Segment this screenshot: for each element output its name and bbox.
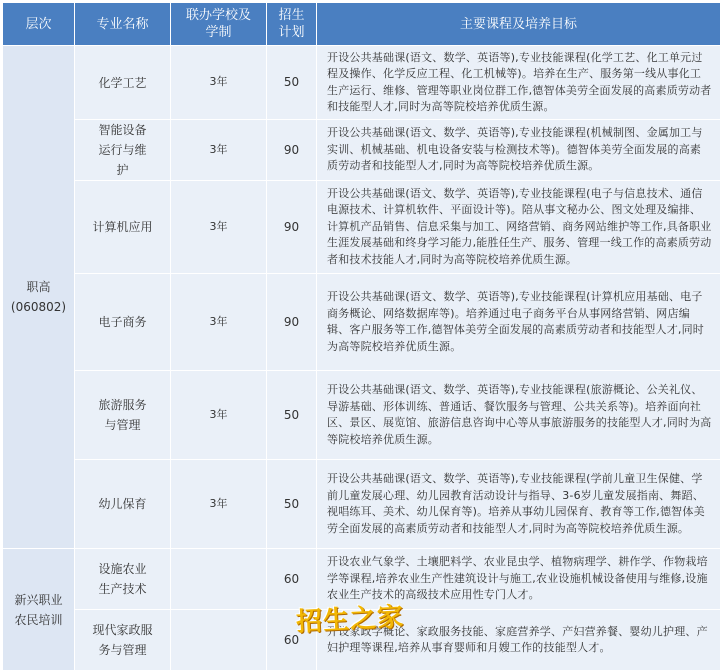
level-name: 新兴职业农民培训 [14,592,63,627]
header-major: 专业名称 [75,3,171,46]
duration [171,610,267,671]
header-level: 层次 [3,3,75,46]
level-code: (060802) [10,300,67,314]
page [0,2,722,655]
duration [171,549,267,610]
quota: 50 [267,46,317,120]
duration: 3年 [171,181,267,274]
major-name: 设施农业生产技术 [75,549,171,610]
duration: 3年 [171,46,267,120]
description: 开设公共基础课(语文、数学、英语等),专业技能课程(学前儿童卫生保健、学前儿童发展心理、幼儿园教育活动设计与指导、3-6岁儿童发展指南、舞蹈、视唱练耳、美术、幼儿保育等)。培养从事幼儿园保育、教育等工作,德智体美劳全面发展的高素质劳动者和技能型人才,同时为高等院校培养优质生源。 [317,460,721,549]
table-row [3,181,721,274]
level-cell [3,549,75,671]
major-name: 幼儿保育 [75,460,171,549]
description: 开设公共基础课(语文、数学、英语等),专业技能课程(化学工艺、化工单元过程及操作、化学反应工程、化工机械等)。培养在生产、服务第一线从事化工生产运行、维修、管理等职业岗位群工作,德智体美劳全面发展的高素质劳动者和技能型人才,同时为高等院校培养优质生源。 [317,46,721,120]
watermark-logo: 招生之家 [295,602,405,638]
description: 开设公共基础课(语文、数学、英语等),专业技能课程(旅游概论、公关礼仪、导游基础、形体训练、普通话、餐饮服务与管理、公共关系等)。培养面向社区、景区、展览馆、旅游信息咨询中心等从事旅游服务的技能型人才,同时为高等院校培养优质生源。 [317,371,721,460]
header-quota: 招生计划 [267,3,317,46]
description: 开设公共基础课(语文、数学、英语等),专业技能课程(计算机应用基础、电子商务概论、网络数据库等)。培养通过电子商务平台从事网络营销、网店编辑、客户服务等工作,德智体美劳全面发展的高素质劳动者和技能型人才,同时为高等院校培养优质生源。 [317,274,721,371]
header-partner: 联办学校及学制 [171,3,267,46]
table-header-row [3,3,721,46]
major-name: 化学工艺 [75,46,171,120]
duration: 3年 [171,460,267,549]
level-name: 职高 [26,280,51,294]
quota: 90 [267,181,317,274]
table-row [3,120,721,181]
table-row [3,46,721,120]
header-goals: 主要课程及培养目标 [317,3,721,46]
table-row [3,371,721,460]
quota: 50 [267,460,317,549]
table-row [3,274,721,371]
description: 开设家政学概论、家政服务技能、家庭营养学、产妇营养餐、婴幼儿护理、产妇护理等课程,培养从事育婴师和月嫂工作的技能型人才。 [317,610,721,671]
quota: 90 [267,120,317,181]
duration: 3年 [171,371,267,460]
duration: 3年 [171,274,267,371]
major-name: 智能设备运行与维护 [75,120,171,181]
major-name: 现代家政服务与管理 [75,610,171,671]
description: 开设公共基础课(语文、数学、英语等),专业技能课程(机械制图、金属加工与实训、机械基础、机电设备安装与检测技术等)。德智体美劳全面发展的高素质劳动者和技能型人才,同时为高等院校培养优质生源。 [317,120,721,181]
description: 开设公共基础课(语文、数学、英语等),专业技能课程(电子与信息技术、通信电源技术、计算机软件、平面设计等)。陪从事文秘办公、图文处理及编排、计算机产品销售、信息采集与加工、网络营销、商务网站维护等工作,具备职业生涯发展基础和终身学习能力,能胜任生产、服务、管理一线工作的高素质劳动者和技术技能人才,同时为高等院校培养优质生源。 [317,181,721,274]
level-cell [3,46,75,549]
major-name: 电子商务 [75,274,171,371]
quota: 50 [267,371,317,460]
major-name: 旅游服务与管理 [75,371,171,460]
quota: 90 [267,274,317,371]
table-row [3,460,721,549]
duration: 3年 [171,120,267,181]
description: 开设农业气象学、土壤肥料学、农业昆虫学、植物病理学、耕作学、作物栽培学等课程,培养农业生产性建筑设计与施工,农业设施机械设备使用与维修,设施农业生产技术的高级技术应用性专门人才。 [317,549,721,610]
quota: 60 [267,610,317,671]
major-name: 计算机应用 [75,181,171,274]
enrollment-table [2,2,721,671]
quota: 60 [267,549,317,610]
